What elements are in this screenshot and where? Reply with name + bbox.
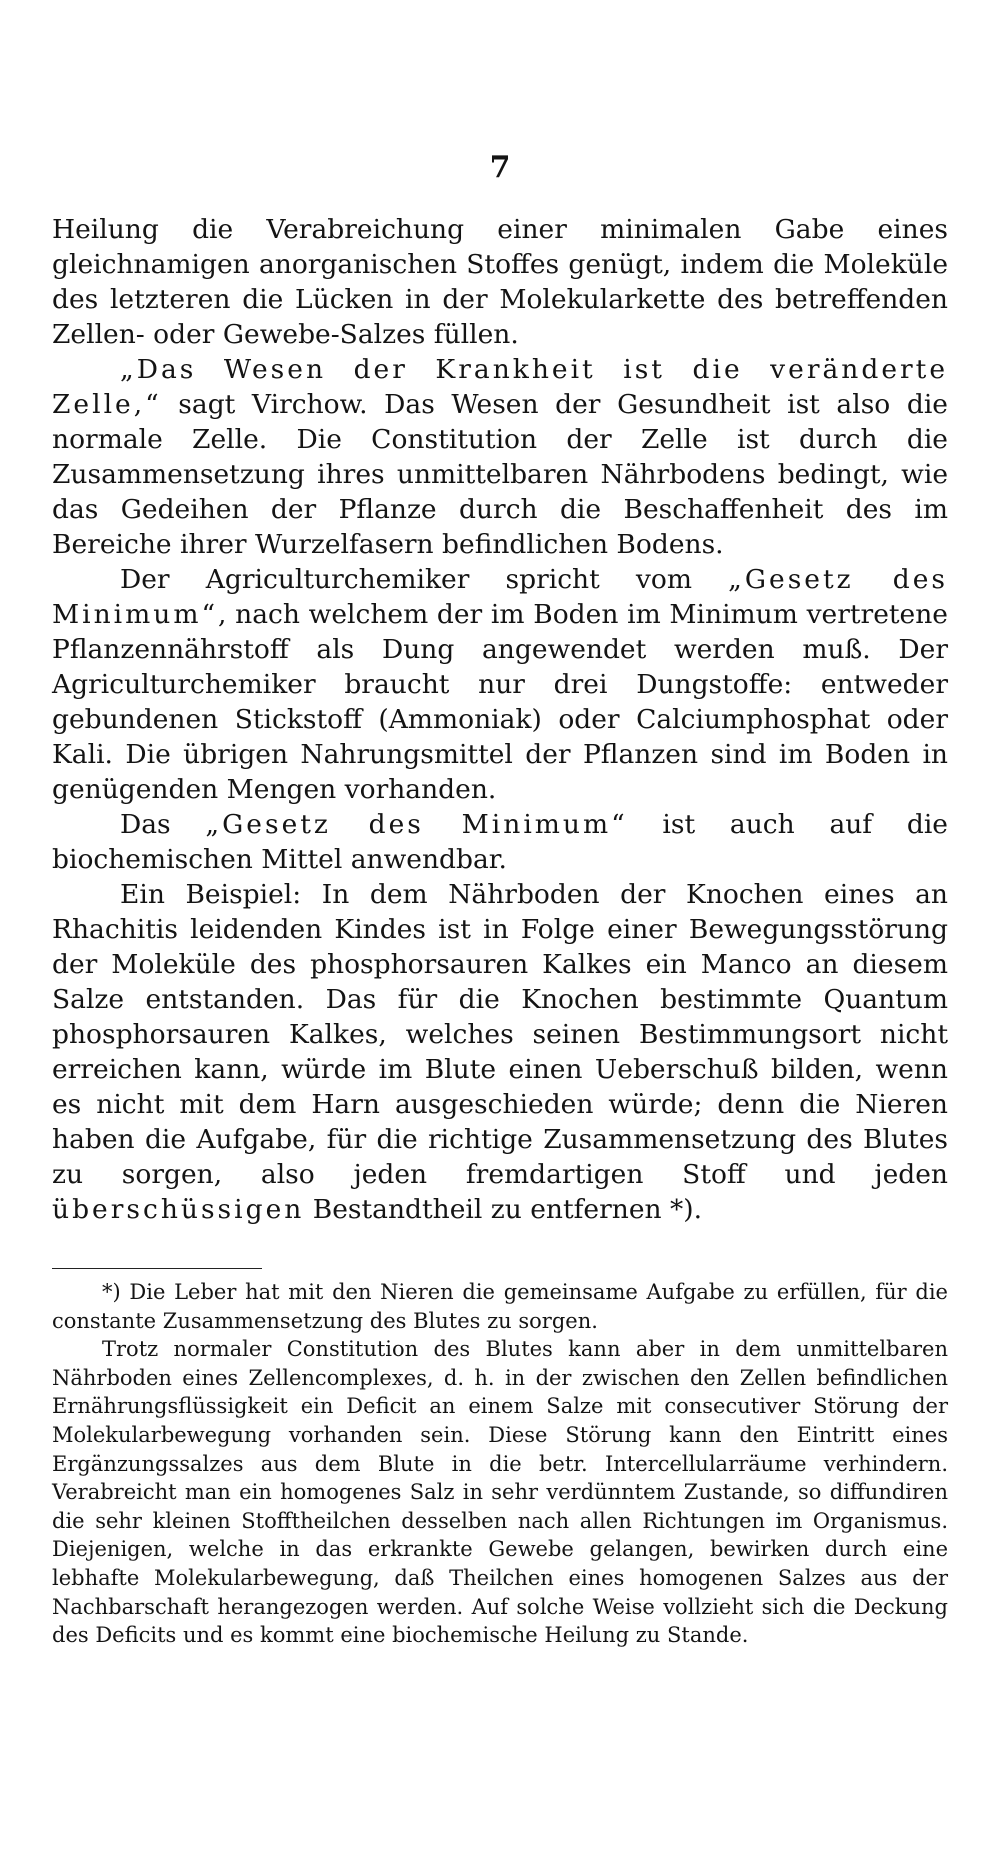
footnote-divider xyxy=(52,1268,262,1269)
paragraph-4-text: ist auch auf die biochemischen Mittel anwendbar. xyxy=(52,809,948,875)
footnote-2: Trotz normaler Constitution des Blutes kann aber in dem unmittelbaren Nährboden eines Zellencomplexes, d. h. in der zwischen den Zellen befindlichen Ernährungsflüssigkeit ein Deficit an einem Salze mit consecutiver Störung der Molekularbewegung vorhanden sein. Diese Störung kann den Eintritt eines Ergänzungssalzes aus dem Blute in die betr. Intercellularräume verhindern. Verabreicht man ein homogenes Salz in sehr verdünntem Zustande, so diffundiren die sehr kleinen Stofftheilchen desselben nach allen Richtungen im Organismus. Diejenigen, welche in das erkrankte Gewebe gelangen, bewirken durch eine lebhafte Molekularbewegung, daß Theilchen eines homogenen Salzes aus der Nachbarschaft herangezogen werden. Auf solche Weise vollzieht sich die Deckung des Deficits und es kommt eine biochemische Heilung zu Stande. xyxy=(52,1337,948,1648)
paragraph-3-text: , nach welchem der im Boden im Minimum vertretene Pflanzennährstoff als Dung angewendet werden muß. Der Agriculturchemiker braucht nur drei Dungstoffe: entweder gebundenen Stickstoff (Ammoniak) oder Calciumphosphat oder Kali. Die übrigen Nahrungsmittel der Pflanzen sind im Boden in genügenden Mengen vorhanden. xyxy=(52,599,948,805)
paragraph-4 xyxy=(52,807,948,877)
law-of-minimum-quote-2: „Gesetz des Minimum“ xyxy=(205,809,628,840)
paragraph-3 xyxy=(52,562,948,807)
paragraph-3-lead: Der Agriculturchemiker spricht vom xyxy=(120,564,729,595)
paragraph-2 xyxy=(52,352,948,562)
page-number: 7 xyxy=(489,150,511,185)
paragraph-1: Heilung die Verabreichung einer minimalen Gabe eines gleichnamigen anorganischen Stoffes genügt, indem die Moleküle des letzteren die Lücken in der Molekularkette des betreffenden Zellen- oder Gewebe-Salzes füllen. xyxy=(52,214,948,350)
paragraph-4-lead: Das xyxy=(120,809,206,840)
paragraph-5-text: Ein Beispiel: In dem Nährboden der Knochen eines an Rhachitis leidenden Kindes ist in Folge einer Bewegungsstörung der Moleküle des phosphorsauren Kalkes ein Manco an diesem Salze entstanden. Das für die Knochen bestimmte Quantum phosphorsauren Kalkes, welches seinen Bestimmungsort nicht erreichen kann, würde im Blute einen Ueberschuß bilden, wenn es nicht mit dem Harn ausgeschieden würde; denn die Nieren haben die Aufgabe, für die richtige Zusammensetzung des Blutes zu sorgen, also jeden fremdartigen Stoff und jeden xyxy=(52,879,948,1190)
main-text xyxy=(52,212,948,1227)
paragraph-2-text: sagt Virchow. Das Wesen der Gesundheit ist also die normale Zelle. Die Constitution der Zelle ist durch die Zusammensetzung ihres unmittelbaren Nährbodens bedingt, wie das Gedeihen der Pflanze durch die Beschaffenheit des im Bereiche ihrer Wurzelfasern befindlichen Bodens. xyxy=(52,389,948,560)
paragraph-5-end: Bestandtheil zu entfernen *). xyxy=(304,1194,703,1225)
law-of-minimum-quote: „Gesetz des Minimum“ xyxy=(52,564,948,630)
paragraph-5 xyxy=(52,877,948,1227)
footnotes xyxy=(52,1278,948,1650)
emphasized-word: überschüssigen xyxy=(52,1194,305,1225)
virchow-quote: „Das Wesen der Krankheit ist die veränderte Zelle,“ xyxy=(52,354,948,420)
footnote-1: *) Die Leber hat mit den Nieren die gemeinsame Aufgabe zu erfüllen, für die constante Zusammensetzung des Blutes zu sorgen. xyxy=(52,1280,948,1333)
